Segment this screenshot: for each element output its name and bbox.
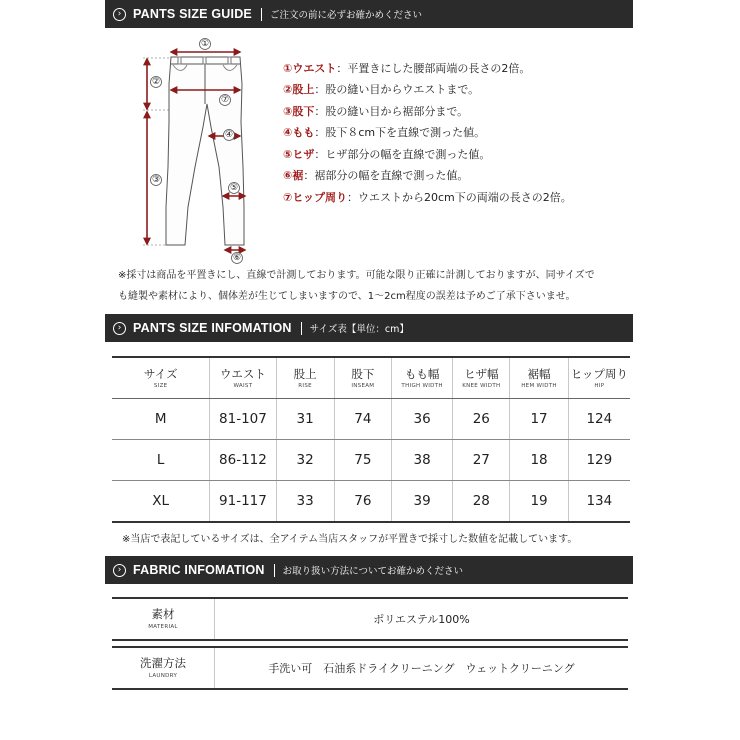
table-cell: 38 — [392, 440, 453, 481]
size-table-header — [112, 357, 630, 399]
table-cell: 81-107 — [210, 399, 276, 440]
laundry-value: 手洗い可 石油系ドライクリーニング ウェットクリーニング — [268, 662, 575, 675]
column-header-rise: 股上 RISE — [276, 357, 334, 399]
label-1: ① — [200, 39, 210, 49]
table-cell: 129 — [568, 440, 630, 481]
divider — [274, 564, 275, 577]
guide-item: ⑤ヒザ ：ヒザ部分の幅を直線で測った値。 — [283, 147, 491, 161]
table-cell: 19 — [510, 481, 568, 523]
label-2: ② — [151, 77, 161, 87]
table-cell: 32 — [276, 440, 334, 481]
guide-item: ②股上 ：股の縫い目からウエストまで。 — [283, 83, 480, 97]
fabric-info-header — [105, 556, 633, 584]
table-cell: 28 — [453, 481, 510, 523]
column-header-inseam: 股下 INSEAM — [334, 357, 391, 399]
size-info-subtitle: サイズ表【単位：cm】 — [309, 324, 409, 335]
label-5: ⑤ — [229, 183, 239, 193]
size-info-header — [105, 314, 633, 342]
table-cell: 124 — [568, 399, 630, 440]
guide-item: ⑦ヒップ周り ：ウエストから20cm下の両端の長さの2倍。 — [283, 190, 572, 204]
label-6: ⑥ — [232, 253, 242, 263]
table-cell: L — [112, 440, 210, 481]
label-7: ⑦ — [220, 95, 230, 105]
column-header-hip: ヒップ周り HIP — [568, 357, 630, 399]
size-table — [112, 356, 630, 523]
table-cell: XL — [112, 481, 210, 523]
table-cell: 31 — [276, 399, 334, 440]
table-cell: 36 — [392, 399, 453, 440]
fabric-info-subtitle: お取り扱い方法についてお確かめください — [282, 566, 463, 577]
size-note: ※当店で表記しているサイズは、全アイテム当店スタッフが平置きで採寸した数値を記載しています。 — [122, 534, 578, 545]
material-label: 素材 MATERIAL — [112, 599, 215, 639]
label-4: ④ — [224, 130, 234, 140]
guide-note-line2: も縫製や素材により、個体差が生じてしまいますので、1〜2cm程度の誤差は予めご了承下さいませ。 — [118, 291, 576, 302]
chevron-right-icon: › — [113, 8, 126, 21]
table-row — [112, 440, 630, 481]
table-cell: 39 — [392, 481, 453, 523]
table-cell: 26 — [453, 399, 510, 440]
size-guide-title: PANTS SIZE GUIDE — [133, 7, 252, 21]
label-3: ③ — [151, 175, 161, 185]
table-cell: 75 — [334, 440, 391, 481]
fabric-info-title: FABRIC INFOMATION — [133, 563, 265, 577]
table-cell: 76 — [334, 481, 391, 523]
table-cell: 17 — [510, 399, 568, 440]
material-row — [112, 597, 628, 641]
guide-item: ⑥裾 ：裾部分の幅を直線で測った値。 — [283, 169, 469, 183]
column-header-size: サイズ SIZE — [112, 357, 210, 399]
column-header-knee-width: ヒザ幅 KNEE WIDTH — [453, 357, 510, 399]
guide-item: ①ウエスト ：平置きにした腰部両端の長さの2倍。 — [283, 61, 531, 75]
pants-silhouette — [166, 57, 244, 245]
size-info-title: PANTS SIZE INFOMATION — [133, 321, 292, 335]
table-cell: 74 — [334, 399, 391, 440]
table-cell: 33 — [276, 481, 334, 523]
material-value: ポリエステル100% — [373, 613, 470, 626]
divider — [301, 322, 302, 335]
laundry-row — [112, 646, 628, 690]
column-header-waist: ウエスト WAIST — [210, 357, 276, 399]
table-cell: 86-112 — [210, 440, 276, 481]
table-cell: 91-117 — [210, 481, 276, 523]
chevron-right-icon: › — [113, 564, 126, 577]
table-cell: 18 — [510, 440, 568, 481]
size-guide-header — [105, 0, 633, 28]
table-row — [112, 399, 630, 440]
measurement-guide-list — [283, 57, 572, 208]
laundry-label: 洗濯方法 LAUNDRY — [112, 648, 215, 688]
table-cell: 27 — [453, 440, 510, 481]
guide-item: ③股下 ：股の縫い目から裾部分まで。 — [283, 104, 469, 118]
pants-diagram — [125, 32, 270, 264]
table-cell: 134 — [568, 481, 630, 523]
column-header-hem-width: 裾幅 HEM WIDTH — [510, 357, 568, 399]
table-row — [112, 481, 630, 523]
guide-item: ④もも ：股下８cm下を直線で測った値。 — [283, 126, 486, 140]
guide-note-line1: ※採寸は商品を平置きにし、直線で計測しております。可能な限り正確に計測しておりますが、同サイズで — [118, 270, 595, 281]
column-header-thigh-width: もも幅 THIGH WIDTH — [392, 357, 453, 399]
divider — [261, 8, 262, 21]
size-guide-subtitle: ご注文の前に必ずお確かめください — [269, 10, 422, 21]
table-cell: M — [112, 399, 210, 440]
chevron-right-icon: › — [113, 322, 126, 335]
